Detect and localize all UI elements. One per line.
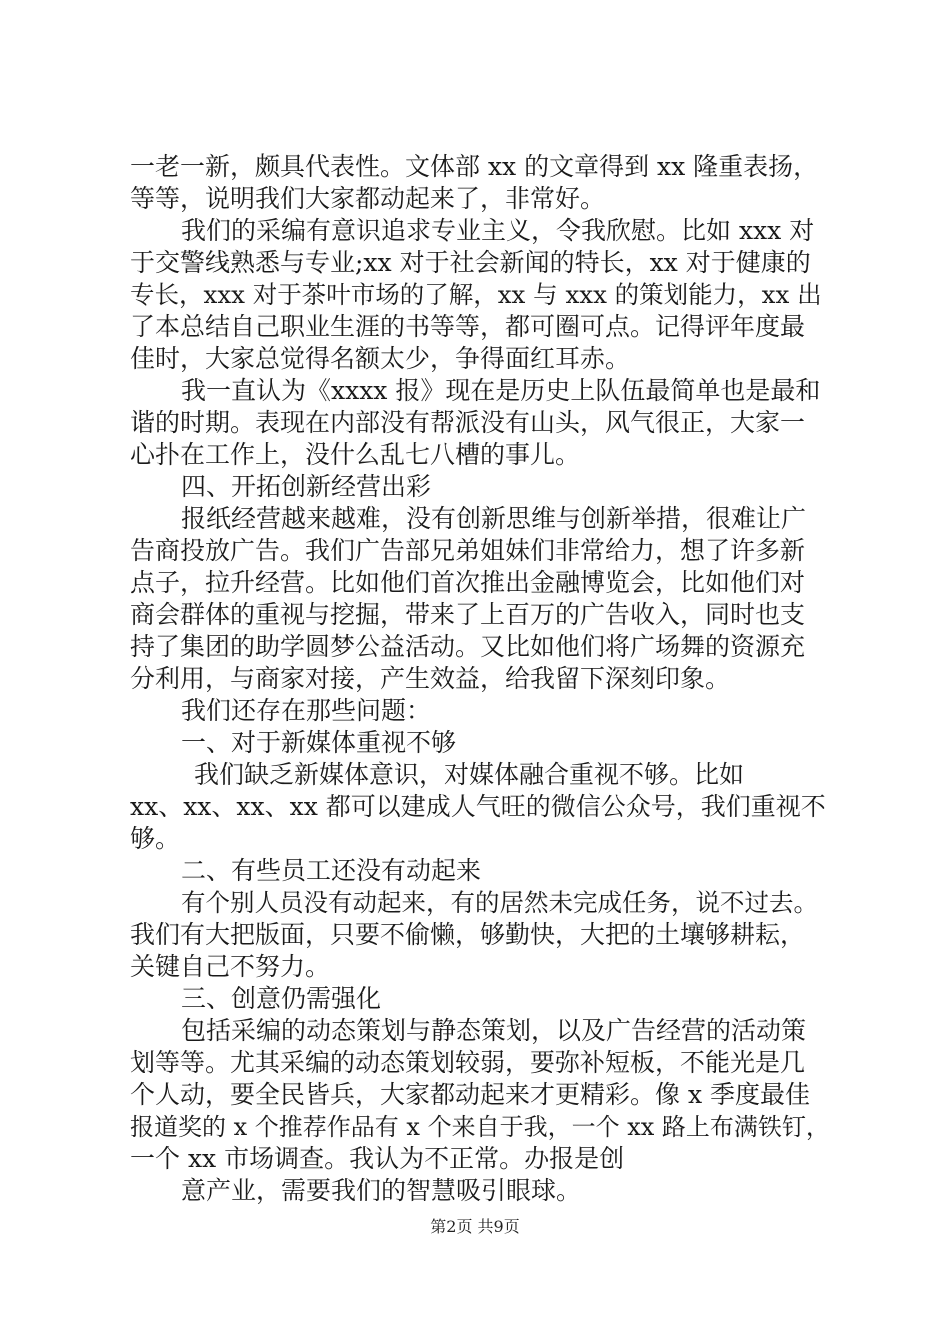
text-line: 意产业，需要我们的智慧吸引眼球。 [181,1176,582,1205]
text-line: 划等等。尤其采编的动态策划较弱，要弥补短板，不能光是几 [130,1048,806,1077]
text-line: 商会群体的重视与挖掘，带来了上百万的广告收入，同时也支 [130,600,806,629]
text-line: 包括采编的动态策划与静态策划，以及广告经营的活动策 [181,1016,807,1045]
text-line: 我一直认为《xxxx 报》现在是历史上队伍最简单也是最和 [181,376,821,405]
text-line: 报纸经营越来越难，没有创新思维与创新举措，很难让广 [181,504,807,533]
text-line: 专长，xxx 对于茶叶市场的了解，xx 与 xxx 的策划能力，xx 出 [130,280,822,309]
section-heading: 三、创意仍需强化 [181,984,382,1013]
text-line: 佳时，大家总觉得名额太少，争得面红耳赤。 [130,344,631,373]
text-line: 关键自己不努力。 [130,952,331,981]
section-heading: 二、有些员工还没有动起来 [181,856,482,885]
text-line: 等等，说明我们大家都动起来了，非常好。 [130,184,606,213]
text-line: 我们的采编有意识追求专业主义，令我欣慰。比如 xxx 对 [181,216,815,245]
text-line: 一老一新，颇具代表性。文体部 xx 的文章得到 xx 隆重表扬， [130,152,819,181]
text-line: 一个 xx 市场调查。我认为不正常。办报是创 [130,1144,625,1173]
text-line: 了本总结自己职业生涯的书等等，都可圈可点。记得评年度最 [130,312,806,341]
text-line: 分利用，与商家对接，产生效益，给我留下深刻印象。 [130,664,731,693]
section-heading: 四、开拓创新经营出彩 [181,472,432,501]
page-number-footer: 第2页 共9页 [430,1217,520,1236]
text-line: 我们缺乏新媒体意识，对媒体融合重视不够。比如 [194,760,745,789]
text-line: 有个别人员没有动起来，有的居然未完成任务，说不过去。 [181,888,818,917]
text-line: 告商投放广告。我们广告部兄弟姐妹们非常给力，想了许多新 [130,536,806,565]
text-line: 个人动，要全民皆兵，大家都动起来才更精彩。像 x 季度最佳 [130,1080,810,1109]
text-line: 谐的时期。表现在内部没有帮派没有山头，风气很正，大家一 [130,408,806,437]
text-line: xx、xx、xx、xx 都可以建成人气旺的微信公众号，我们重视不 [130,792,826,821]
text-line: 报道奖的 x 个推荐作品有 x 个来自于我，一个 xx 路上布满铁钉， [130,1113,830,1141]
text-line: 我们有大把版面，只要不偷懒，够勤快，大把的土壤够耕耘， [130,920,806,949]
text-line: 于交警线熟悉与专业;xx 对于社会新闻的特长，xx 对于健康的 [130,248,811,277]
section-heading: 一、对于新媒体重视不够 [181,728,457,757]
text-line: 点子，拉升经营。比如他们首次推出金融博览会，比如他们对 [130,568,806,597]
text-line: 心扑在工作上，没什么乱七八槽的事儿。 [130,440,581,469]
text-line: 够。 [130,824,181,853]
text-line: 持了集团的助学圆梦公益活动。又比如他们将广场舞的资源充 [130,632,806,661]
section-heading: 我们还存在那些问题： [181,696,432,725]
